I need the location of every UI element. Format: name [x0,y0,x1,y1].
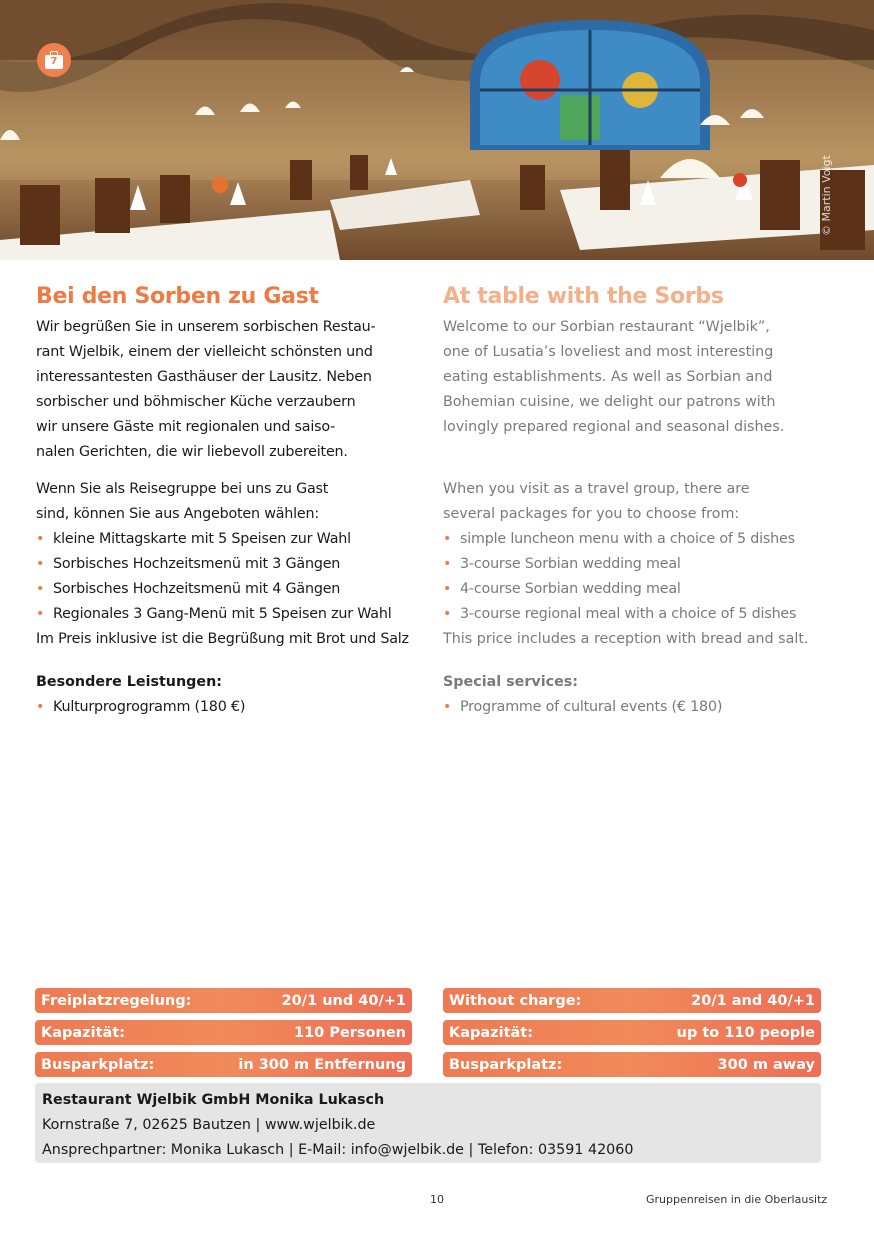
english-intro-line: Welcome to our Sorbian restaurant “Wjelbik”, [443,319,770,335]
english-intro [443,315,838,440]
german-group-text [36,477,431,527]
info-bar-label: Freiplatzregelung: [41,992,192,1009]
info-bar-value: up to 110 people [676,1024,815,1041]
english-group-text [443,477,838,527]
info-bar-label: Kapazität: [449,1024,534,1041]
photo-credit: © Martin Voigt [820,155,833,236]
info-bar-label: Busparkplatz: [449,1056,563,1073]
info-bar-free-places-en [443,988,821,1013]
english-intro-line: eating establishments. As well as Sorbian and [443,369,773,385]
info-bar-label: Busparkplatz: [41,1056,155,1073]
info-bar-value: 20/1 und 40/+1 [281,992,406,1009]
list-item: • Regionales 3 Gang-Menü mit 5 Speisen zur Wahl [36,602,431,627]
list-item: • Kulturprogrogramm (180 €) [36,695,431,720]
list-item: • 3-course Sorbian wedding meal [443,552,838,577]
english-group-line: several packages for you to choose from: [443,506,740,522]
page-number: 10 [430,1193,444,1206]
german-group-line: Wenn Sie als Reisegruppe bei uns zu Gast [36,481,329,497]
info-bar-capacity-en [443,1020,821,1045]
info-bar-free-places-de [35,988,412,1013]
english-offers-list [443,527,838,627]
english-price-note: This price includes a reception with bread and salt. [443,631,809,647]
info-bar-value: 110 Personen [294,1024,406,1041]
list-item: • kleine Mittagskarte mit 5 Speisen zur Wahl [36,527,431,552]
english-group-line: When you visit as a travel group, there are [443,481,750,497]
english-column [443,284,838,720]
english-intro-line: Bohemian cuisine, we delight our patrons with [443,394,776,410]
english-special-title: Special services: [443,674,579,690]
list-item: • Sorbisches Hochzeitsmenü mit 4 Gängen [36,577,431,602]
list-item: • 4-course Sorbian wedding meal [443,577,838,602]
category-badge [37,43,71,77]
english-title: At table with the Sorbs [443,284,724,309]
info-bar-label: Kapazität: [41,1024,126,1041]
german-intro-line: rant Wjelbik, einem der vielleicht schönsten und [36,344,373,360]
german-special-title: Besondere Leistungen: [36,674,222,690]
list-item: • Sorbisches Hochzeitsmenü mit 3 Gängen [36,552,431,577]
german-intro-line: nalen Gerichten, die wir liebevoll zubereiten. [36,444,348,460]
list-item: • simple luncheon menu with a choice of 5 dishes [443,527,838,552]
german-offers-list [36,527,431,627]
german-group-line: sind, können Sie aus Angeboten wählen: [36,506,319,522]
info-bar-bus-parking-de [35,1052,412,1077]
english-intro-line: one of Lusatia’s loveliest and most interesting [443,344,774,360]
english-special-list [443,695,838,720]
german-intro-line: Wir begrüßen Sie in unserem sorbischen Restau- [36,319,376,335]
info-bar-value: in 300 m Entfernung [238,1056,406,1073]
german-intro [36,315,431,465]
german-intro-line: sorbischer und böhmischer Küche verzaubern [36,394,356,410]
info-bar-bus-parking-en [443,1052,821,1077]
suitcase-icon: 7 [45,55,63,69]
list-item: • Programme of cultural events (€ 180) [443,695,838,720]
info-bar-capacity-de [35,1020,412,1045]
restaurant-illustration [0,0,874,260]
info-bar-value: 300 m away [717,1056,815,1073]
german-intro-line: interessantesten Gasthäuser der Lausitz. Neben [36,369,372,385]
contact-box [35,1083,821,1163]
restaurant-photo [0,0,874,260]
contact-name: Restaurant Wjelbik GmbH Monika Lukasch [42,1092,385,1108]
german-column [36,284,431,720]
info-bar-label: Without charge: [449,992,582,1009]
german-intro-line: wir unsere Gäste mit regionalen und saiso- [36,419,336,435]
list-item: • 3-course regional meal with a choice of 5 dishes [443,602,838,627]
publication-title: Gruppenreisen in die Oberlausitz [646,1193,828,1206]
contact-address: Kornstraße 7, 02625 Bautzen | www.wjelbik.de [42,1117,376,1133]
info-bar-value: 20/1 and 40/+1 [691,992,815,1009]
german-title: Bei den Sorben zu Gast [36,284,319,309]
english-intro-line: lovingly prepared regional and seasonal dishes. [443,419,785,435]
german-special-list [36,695,431,720]
german-price-note: Im Preis inklusive ist die Begrüßung mit Brot und Salz [36,631,409,647]
contact-person: Ansprechpartner: Monika Lukasch | E-Mail: info@wjelbik.de | Telefon: 03591 42060 [42,1142,634,1158]
